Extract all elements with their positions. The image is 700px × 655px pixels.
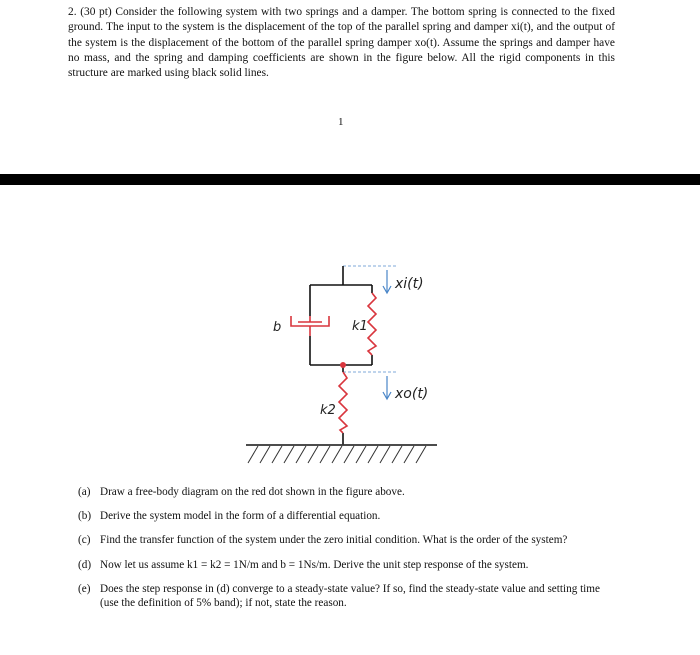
label-b: b [273,320,282,335]
label-k2: k2 [320,403,336,418]
problem-statement: 2. (30 pt) Consider the following system with two springs and a damper. The bottom spring is connected to the fixed ground. The input to the system is the displacement of the top of the parallel spring and damper xi(t), and the output of the system is the displacement of the bottom of the parallel spring damper xo(t). Assume the springs and damper have no mass, and the spring and damping coefficients are shown in the figure below. All the rigid components in this structure are marked using black solid lines. [68,6,615,80]
part-label: (b) [78,510,92,523]
part-text: Derive the system model in the form of a differential equation. [100,510,381,523]
question-parts [78,485,618,620]
part-text: Draw a free-body diagram on the red dot shown in the figure above. [100,486,405,498]
page-number: 1 [338,116,344,128]
spring-k2 [339,372,347,433]
ground [246,445,437,463]
label-xi: xi(t) [395,276,424,292]
question-part [78,533,618,547]
question-part [78,582,618,610]
part-text: Does the step response in (d) converge to a steady-state value? If so, find the steady-state value and setting time (use the definition of 5% band); if not, state the reason. [100,582,600,610]
question-part [78,509,618,523]
page-1 [0,0,700,174]
part-label: (c) [78,534,91,547]
page-2 [0,185,700,655]
label-xo: xo(t) [395,386,429,402]
question-part [78,558,618,572]
xi-arrow [383,270,391,293]
damper-b [291,316,329,336]
part-label: (e) [78,582,91,595]
part-text: Find the transfer function of the system under the zero initial condition. What is the order of the system? [100,534,568,547]
part-text: Now let us assume k1 = k2 = 1N/m and b = 1Ns/m. Derive the unit step response of the system. [100,558,529,571]
spring-damper-figure [0,185,700,475]
part-label: (d) [78,558,92,571]
page-separator [0,174,700,185]
part-label: (a) [78,486,91,498]
spring-k1 [368,293,376,355]
question-part [78,485,618,499]
xo-arrow [383,376,391,399]
rigid-frame [310,266,372,445]
label-k1: k1 [352,319,368,334]
red-dot [340,362,346,368]
